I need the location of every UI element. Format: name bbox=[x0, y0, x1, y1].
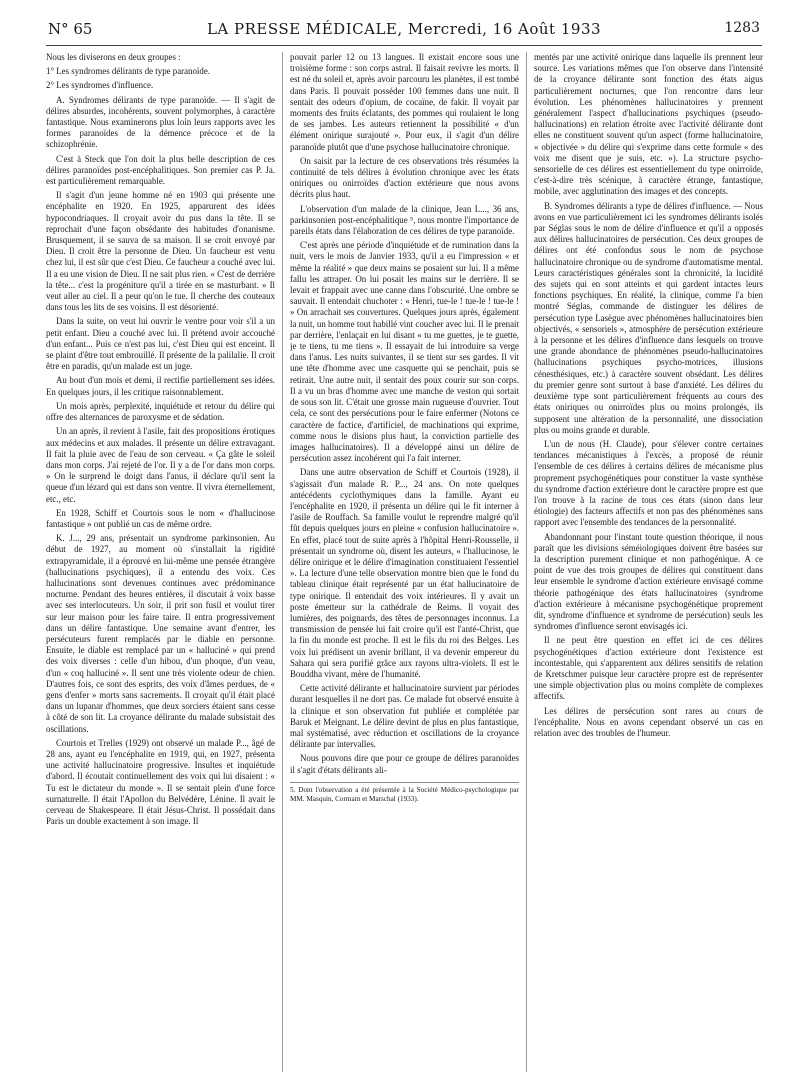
paragraph: En 1928, Schiff et Courtois sous le nom « d'hallucinose fantastique » ont publié un cas de même ordre. bbox=[46, 507, 275, 529]
paragraph: C'est à Steck que l'on doit la plus belle description de ces délires paranoïdes post-encéphalitiques. Son premier cas P. Ja. est particulièrement remarquable. bbox=[46, 153, 275, 187]
paragraph: Cette activité délirante et hallucinatoire survient par périodes durant lesquelles il ne dort pas. Ce malade fut observé ensuite à la clinique et son observation fut publiée et complétée par Baruk et Meignant. Le délire devint de plus en plus fantastique, mal systématisé, avec réduction et oscillations de la croyance délirante par intervalles. bbox=[290, 683, 519, 750]
paragraph: Nous les diviserons en deux groupes : bbox=[46, 52, 181, 62]
paragraph: L'un de nous (H. Claude), pour s'élever contre certaines tendances mécanistiques à l'excès, a proposé de réunir l'ensemble de ces délires à certains délires de mécanisme plus proprement psychogénétiques pour constituer la vaste synthèse du syndrome d'action extérieure dont le caractère propre est que l'on trouve à la racine de tous ces états (sinon dans leur étiologie) des facteurs affectifs et non pas des phénomènes sans rapport avec l'ensemble des tendances de la personnalité. bbox=[534, 438, 763, 528]
column-divider bbox=[282, 52, 283, 1072]
article-body bbox=[46, 52, 762, 1072]
paragraph: Dans une autre observation de Schiff et Courtois (1928), il s'agissait d'un malade R. P..., 24 ans. On note quelques antécédents cyclothymiques dans la famille. Ayant eu l'encéphalite en 1920, il présenta un délire qui le fit interner à l'asile de Rouffach. Sa famille voulut le reprendre malgré qu'il fût depuis quelques jours en pleine « confusion hallucinatoire ». En effet, placé tout de suite après à l'hôpital Henri-Rousselle, il présentait un syndrome où, disent les auteurs, « l'hallucinose, le délire onirique et le délire d'imagination constituaient l'essentiel ». La lecture d'une telle observation montre bien que le fond du tableau clinique était représenté par un état hallucinatoire de type onirique. Il entendait des voix intérieures. Il y avait un poste émetteur sur la cathédrale de Reims. Il voyait des lumières, des poignards, des têtes de personnages inconnus. La transmission de pensée lui fait croire qu'il est l'anté-Christ, que la fin du monde est proche. Il est le fils du roi des Belges. Les voix lui prédisent un avenir brillant, il va devenir empereur du Sahara qui sera purifié grâce aux rayons ultra-violets. Il est le Bouddha vivant, mère de l'humanité. bbox=[290, 467, 519, 679]
paragraph: Un mois après, perplexité, inquiétude et retour du délire qui offre des alternances de paroxysme et de sédation. bbox=[46, 400, 275, 423]
paragraph: L'observation d'un malade de la clinique, Jean L..., 36 ans, parkinsonien post-encéphalitique ⁵, nous montre l'importance de pareils états dans l'élaboration de ces délires de type paranoïde. bbox=[290, 203, 519, 237]
paragraph: pouvait parler 12 ou 13 langues. Il existait encore sous une troisième forme : son corps astral. Il faisait revivre les morts. Il est né du soleil et, après avoir parcouru les planètes, il est tombé dans Paris. Il pouvait posséder 100 femmes dans une nuit. Il sentait des odeurs d'opium, de cocaïne, de fakir. Il voyait par moments des fruits éclatants, des pommes qui roulaient le long de ses jambes. Les auteurs retiennent la possibilité « d'un élément onirique surajouté ». Pour eux, il s'agit d'un délire paranoïde plutôt que d'une psychose hallucinatoire chronique. bbox=[290, 52, 519, 152]
paragraph: Nous pouvons dire que pour ce groupe de délires paranoïdes il s'agit d'états délirants ali- bbox=[290, 753, 519, 775]
column-1 bbox=[46, 52, 275, 1072]
paragraph: Dans la suite, on veut lui ouvrir le ventre pour voir s'il a un petit enfant. Dieu a couché avec lui. Il prétend avoir accouché d'un enfant... Puis ce n'est pas lui, c'est Dieu qui est enceint. Il se plaint d'être tout embrouillé. Il présente de la palilalie. Il croit être en paradis, qu'un malade est un juge. bbox=[46, 316, 275, 372]
paragraph: K. J..., 29 ans, présentait un syndrome parkinsonien. Au début de 1927, au moment où s'installait la rigidité extrapyramidale, il a éprouvé en lui-même une pensée étrangère (hallucinations psychiques), il a entendu des voix. Ces hallucinations sont devenues continues avec prédominance nocturne. Pendant des heures entières, il discutait à voix basse avec ses interlocuteurs. Un soir, il prit son fusil et voulut tirer sur leur maison pour les faire taire. Il entra progressivement dans un délire fantastique. Une semaine avant d'entrer, les persécuteurs furent remplacés par le diable en personne. Ensuite, le diable est remplacé par un « halluciné » qui prend des voix diverses : celle d'un hibou, d'un phoque, d'un veau, d'un « coq halluciné ». Il sent une très violente odeur de chien. D'autres fois, ce sont des esprits, des voix d'âmes perdues, de « gens d'enfer » morts sans sacrements. Il croyait qu'il était placé dans un lupanar d'hommes, que deux sorciers étaient sans cesse à côté de son lit. La croyance délirante du malade subsistait des oscillations. bbox=[46, 533, 275, 734]
paragraph: Un an après, il revient à l'asile, fait des propositions érotiques aux médecins et aux malades. Il présente un délire extravagant. Il fait la pluie avec de l'eau de son cerveau. « Ça gâte le soleil dans mon corps. J'ai rejeté de l'or. Il y a de l'or dans mon corps. » On le surprend le doigt dans l'anus, il déclare qu'il sent la queue d'un lézard qui est dans son ventre. Il vivra éternellement, etc., etc. bbox=[46, 426, 275, 504]
page-number: 1283 bbox=[724, 20, 760, 36]
section-heading-paragraph: A. Syndromes délirants de type paranoïde. — Il s'agit de délires absurdes, incohérents, souvent polymorphes, à caractère fantastique. Nous examinerons plus loin leurs rapports avec les formes paranoïdes de la démence précoce et de la schizophrénie. bbox=[46, 94, 275, 150]
footnote: 5. Dont l'observation a été présentée à la Société Médico-psychologique par MM. Masquin, Cormam et Marschal (1933). bbox=[290, 782, 519, 804]
header-rule bbox=[46, 45, 762, 46]
paragraph: Les délires de persécution sont rares au cours de l'encéphalite. Nous en avons cependant observé un cas en relation avec des troubles de l'humeur. bbox=[534, 705, 763, 738]
column-divider bbox=[526, 52, 527, 1072]
paragraph: C'est après une période d'inquiétude et de rumination dans la nuit, vers le mois de Janvier 1933, qu'il a eu l'impression « et même la réalité » que deux mains se posaient sur lui. Il a même fallu les attraper. On lui posait les mains sur le derrière. Il se levait et frappait avec une canne dans l'obscurité. Une ombre se sauvait. Il entendait chuchoter : « Henri, tue-le ! tue-le ! tue-le ! » On arrachait ses couvertures. Quelques jours après, également la nuit, un homme tout habillé vint coucher avec lui. Il le prenait par derrière, l'enlaçait en lui disant « tu me guettes, je te guette, je te tiens, tu me tiens ». Il essayait de lui introduire sa verge dans l'anus. Les nuits suivantes, il se tient sur ses gardes. Il vit une tête d'homme avec une casquette qui se penchait, puis se retirait. Une autre nuit, il sentait des poux courir sur son corps. Il a vu un bras d'homme avec une manche de veston qui sortait de sous son lit. C'était une grosse main rugueuse d'ouvrier. Tout cela, ce sont des persécutions pour le faire enfermer (Notons ce caractère de factice, d'artificiel, de machinations qui exprime, comme nous le disions plus haut, la conviction partielle des images hallucinatoires). Il a développé ainsi un délire de persécution assez incohérent qui l'a fait interner. bbox=[290, 240, 519, 464]
column-3 bbox=[534, 52, 763, 1072]
journal-title: LA PRESSE MÉDICALE, Mercredi, 16 Août 1933 bbox=[206, 20, 602, 38]
column-2 bbox=[290, 52, 519, 1072]
page-header bbox=[48, 20, 760, 42]
paragraph: Courtois et Trelles (1929) ont observé un malade P..., âgé de 28 ans, ayant eu l'encéphalite en 1919, qui, en 1927, présenta une activité hallucinatoire progressive. Insultes et inquiétude d'abord. Il écoutait continuellement des voix qui lui disaient : « Tu est le dictateur du monde ». Il se sentait plein d'une force surnaturelle. Il était l'Apollon du Belvédère, Lénine. Il avait le cerveau de Shakespeare. Il était Jésus-Christ. Il possédait dans Paris un double exactement à son image. Il bbox=[46, 737, 275, 827]
paragraph: 1° Les syndromes délirants de type paranoïde. bbox=[46, 66, 210, 77]
paragraph: On saisit par la lecture de ces observations très résumées la continuité de tels délires à évolution chronique avec les états oniriques ou onirroïdes d'action extérieure que nous avons décrits plus haut. bbox=[290, 155, 519, 200]
paragraph: Au bout d'un mois et demi, il rectifie partiellement ses idées. En quelques jours, il les critique raisonnablement. bbox=[46, 375, 275, 397]
paragraph: Il ne peut être question en effet ici de ces délires psychogénétiques d'action extérieure dont l'existence est incontestable, qui s'apparentent aux délires sensitifs de relation de Kretschmer puisque leur caractère propre est de représenter une simple objectivation plus ou moins complète de complexes affectifs. bbox=[534, 635, 763, 702]
paragraph: mentés par une activité onirique dans laquelle ils prennent leur source. Les variations mêmes que l'on observe dans l'intensité de la croyance délirante sont fonction des états aigus particulièrement nocturnes, que l'on rencontre dans leur évolution. Les phénomènes hallucinatoires y prennent généralement l'aspect d'hallucinations psychiques (pseudo-hallucinations) en relation étroite avec l'activité délirante dont elles ne constituent souvent qu'un aspect (forme hallucinatoire, « objectivée » du délire qui s'exprime dans cette formule « des voix me disent que je suis, etc. »). La structure psycho-sensorielle de ces délires est essentiellement du type onirroïde, c'est-à-dire très scénique, à caractère étrange, fantastique, mobile, avec agglutination des images et des concepts. bbox=[534, 52, 763, 197]
paragraph: Abandonnant pour l'instant toute question théorique, il nous paraît que les divisions séméiologiques doivent être basées sur la description purement clinique et non pathogénique. A ce point de vue des trois groupes de délires qui constituent dans leur ensemble le syndrome d'action extérieure envisagé comme théorie pathogénique des états hallucinatoires (syndrome d'action extérieure à mécanisme psychogénétique proprement dit, syndrome d'influence et syndrome de persécution) seuls les syndromes d'influence seront envisagés ici. bbox=[534, 531, 763, 632]
paragraph: Il s'agit d'un jeune homme né en 1903 qui présente une encéphalite en 1920. En 1925, apparurent des idées hypocondriaques. Il croyait avoir du pus dans la tête. Il se reprochait d'une façon obsédante des habitudes d'onanisme. Brusquement, il se sauva de sa maison. Il se croit envoyé par Dieu. Il croit être la personne de Dieu. Un faucheur est venu chez lui, il est sûr que c'est Dieu. Ce faucheur a couché avec lui. Il a eu une vision de Dieu. Il ne sait plus rien. « C'est de derrière la tête... c'est la progéniture qu'il a tirée en se masturbant. » Il veut aller au ciel. Il a peur qu'on le tue. Il cherche des couteaux dans tous les lits de ses voisins. Il est désorienté. bbox=[46, 190, 275, 313]
paragraph: 2° Les syndromes d'influence. bbox=[46, 80, 154, 91]
section-heading-paragraph: B. Syndromes délirants a type de délires d'influence. — Nous avons en vue particulièrement ici les syndromes délirants isolés par Séglas sous le nom de délire d'influence et qu'il a opposés aux délires hallucinatoires de persécution. Ces deux groupes de délires ont été confondus sous le nom de psychose hallucinatoire chronique ou de syndrome d'automatisme mental. Leurs caractéristiques générales sont la chronicité, la lucidité des sujets qui en sont atteints et qui gardent intactes leurs fonctions psychiques. En réalité, la clinique, comme l'a bien montré Séglas, commande de distinguer les délires de persécution type Lasègue avec phénomènes hallucinatoires bien objectivés, « sensoriels », atmosphère de persécution extérieure à la personne et les délires d'influence dans lesquels on trouve une grande abondance de phénomènes pseudo-hallucinatoires (hallucinations psychiques psycho-motrices, illusions cénesthésiques, etc.) à caractère souvent obsédant. Les délires du premier genre sont surtout à base d'anxiété. Les délires du deuxième type sont particulièrement fréquents au cours des états oniriques ou onirroïdes plus ou moins prolongés, ils supposent une altération de la personnalité, une dissociation plus ou moins grande et durable. bbox=[534, 200, 763, 435]
issue-number: N° 65 bbox=[48, 20, 93, 38]
